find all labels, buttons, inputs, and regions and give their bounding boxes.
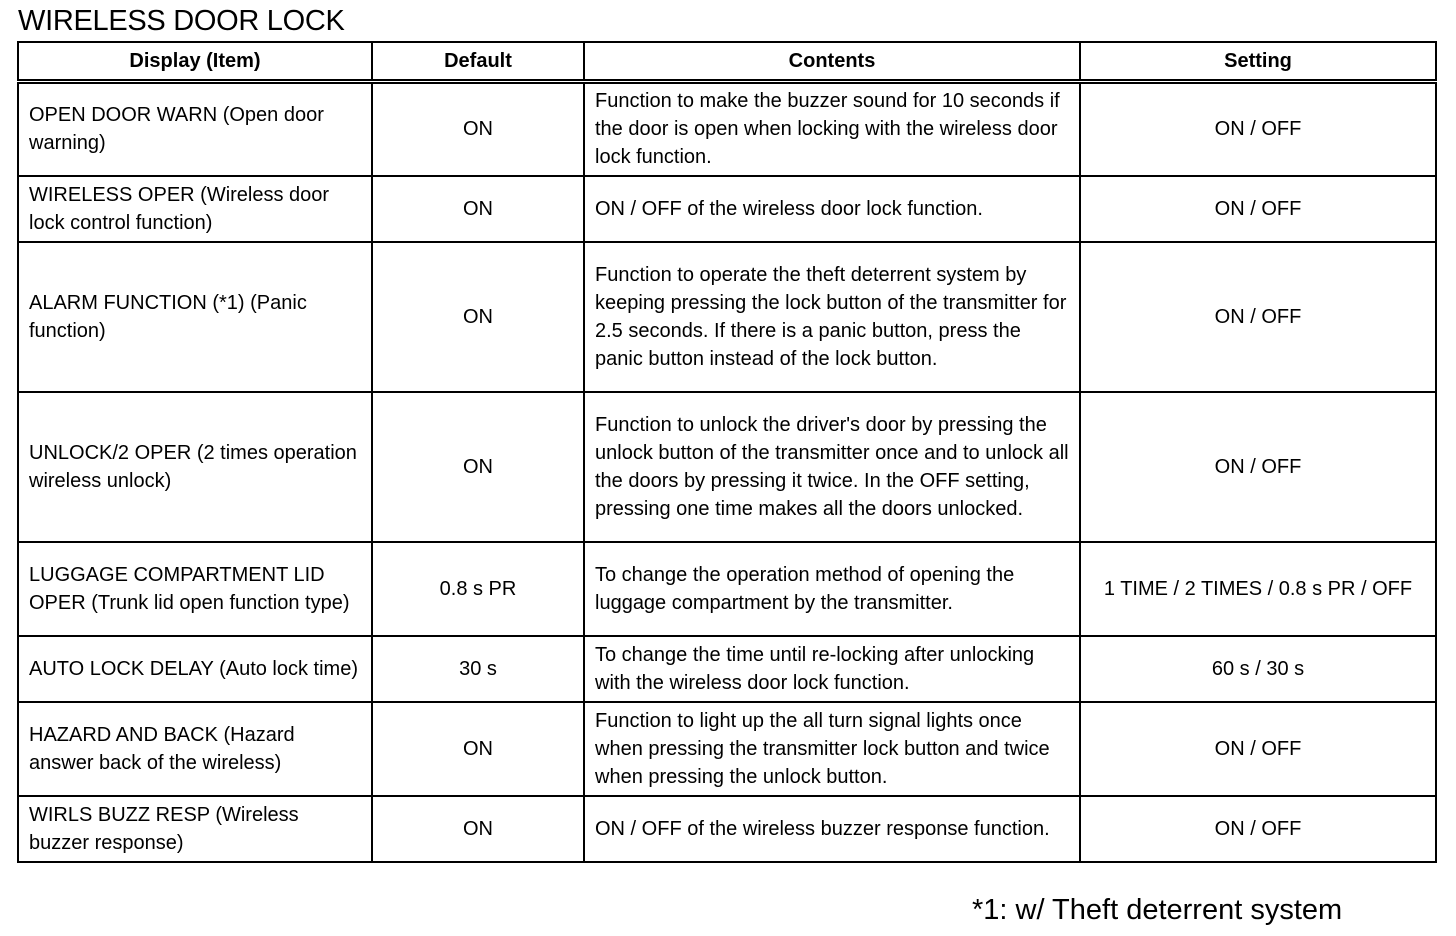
- item-cell: LUGGAGE COMPARTMENT LID OPER (Trunk lid open function type): [18, 542, 372, 636]
- setting-cell: ON / OFF: [1080, 242, 1436, 392]
- footnote: *1: w/ Theft deterrent system: [972, 894, 1343, 926]
- setting-cell: ON / OFF: [1080, 702, 1436, 796]
- contents-cell: To change the operation method of opening the luggage compartment by the transmitter.: [584, 542, 1080, 636]
- item-cell: AUTO LOCK DELAY (Auto lock time): [18, 636, 372, 702]
- table-row: [18, 796, 1436, 862]
- table-row: [18, 702, 1436, 796]
- page-title: WIRELESS DOOR LOCK: [18, 5, 345, 37]
- setting-cell: ON / OFF: [1080, 392, 1436, 542]
- contents-cell: Function to unlock the driver's door by pressing the unlock button of the transmitter once and to unlock all the doors by pressing it twice. In the OFF setting, pressing one time makes all the doors unlocked.: [584, 392, 1080, 542]
- item-cell: WIRELESS OPER (Wireless door lock control function): [18, 176, 372, 242]
- default-cell: ON: [372, 242, 584, 392]
- header-display-item: Display (Item): [18, 42, 372, 82]
- default-cell: ON: [372, 796, 584, 862]
- contents-cell: ON / OFF of the wireless buzzer response function.: [584, 796, 1080, 862]
- table-header-row: [18, 42, 1436, 82]
- table-row: [18, 176, 1436, 242]
- table-row: [18, 636, 1436, 702]
- default-cell: ON: [372, 392, 584, 542]
- default-cell: 30 s: [372, 636, 584, 702]
- setting-cell: 1 TIME / 2 TIMES / 0.8 s PR / OFF: [1080, 542, 1436, 636]
- item-cell: UNLOCK/2 OPER (2 times operation wireless unlock): [18, 392, 372, 542]
- contents-cell: Function to operate the theft deterrent system by keeping pressing the lock button of the transmitter for 2.5 seconds. If there is a panic button, press the panic button instead of the lock button.: [584, 242, 1080, 392]
- setting-cell: ON / OFF: [1080, 176, 1436, 242]
- item-cell: OPEN DOOR WARN (Open door warning): [18, 82, 372, 176]
- item-cell: HAZARD AND BACK (Hazard answer back of the wireless): [18, 702, 372, 796]
- item-cell: WIRLS BUZZ RESP (Wireless buzzer response): [18, 796, 372, 862]
- default-cell: 0.8 s PR: [372, 542, 584, 636]
- table-row: [18, 242, 1436, 392]
- table-row: [18, 82, 1436, 176]
- default-cell: ON: [372, 176, 584, 242]
- contents-cell: Function to light up the all turn signal lights once when pressing the transmitter lock button and twice when pressing the unlock button.: [584, 702, 1080, 796]
- header-contents: Contents: [584, 42, 1080, 82]
- settings-table: [17, 41, 1437, 863]
- table-row: [18, 542, 1436, 636]
- contents-cell: To change the time until re-locking after unlocking with the wireless door lock function.: [584, 636, 1080, 702]
- setting-cell: ON / OFF: [1080, 82, 1436, 176]
- setting-cell: ON / OFF: [1080, 796, 1436, 862]
- item-cell: ALARM FUNCTION (*1) (Panic function): [18, 242, 372, 392]
- header-default: Default: [372, 42, 584, 82]
- setting-cell: 60 s / 30 s: [1080, 636, 1436, 702]
- default-cell: ON: [372, 702, 584, 796]
- header-setting: Setting: [1080, 42, 1436, 82]
- table-row: [18, 392, 1436, 542]
- contents-cell: Function to make the buzzer sound for 10 seconds if the door is open when locking with the wireless door lock function.: [584, 82, 1080, 176]
- default-cell: ON: [372, 82, 584, 176]
- contents-cell: ON / OFF of the wireless door lock function.: [584, 176, 1080, 242]
